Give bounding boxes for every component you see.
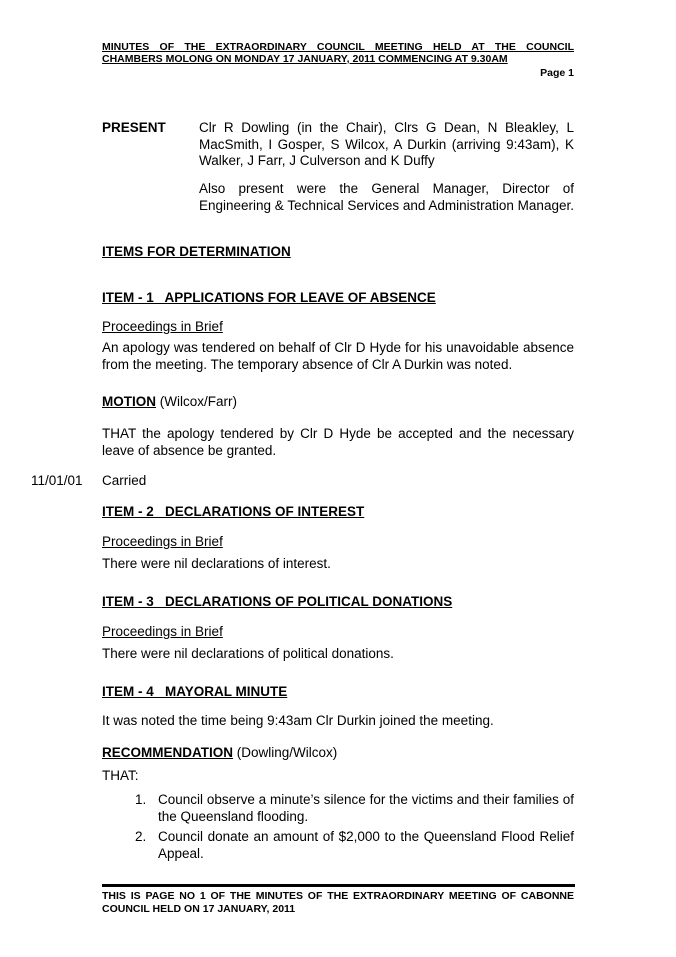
header-line-1: MINUTES OF THE EXTRAORDINARY COUNCIL MEETING HELD AT THE COUNCIL — [102, 41, 574, 53]
item-3-proceedings-label: Proceedings in Brief — [102, 624, 223, 639]
resolution-number: 11/01/01 — [31, 473, 83, 488]
list-item-number: 2. — [135, 829, 147, 844]
header-line-2: CHAMBERS MOLONG ON MONDAY 17 JANUARY, 2011 COMMENCING AT 9.30AM — [102, 53, 508, 65]
item-1-text: An apology was tendered on behalf of Clr D Hyde for his unavoidable absence from the meeting. The temporary absence of Clr A Durkin was noted. — [102, 340, 574, 372]
item-3-text: There were nil declarations of political donations. — [102, 646, 394, 661]
item-1-motion — [102, 394, 237, 411]
page-number: Page 1 — [540, 67, 574, 79]
item-4-that: THAT: — [102, 768, 139, 783]
item-1-outcome: Carried — [102, 473, 147, 488]
item-2-title: ITEM - 2 DECLARATIONS OF INTEREST — [102, 504, 365, 519]
item-4-text: It was noted the time being 9:43am Clr Durkin joined the meeting. — [102, 713, 494, 728]
item-4-recommendation — [102, 745, 337, 762]
item-1-proceedings-label: Proceedings in Brief — [102, 319, 223, 334]
item-3-title: ITEM - 3 DECLARATIONS OF POLITICAL DONATIONS — [102, 594, 453, 609]
motion-label: MOTION — [102, 394, 156, 409]
recommendation-label: RECOMMENDATION — [102, 745, 233, 760]
items-heading: ITEMS FOR DETERMINATION — [102, 244, 291, 259]
footer-text: THIS IS PAGE NO 1 OF THE MINUTES OF THE EXTRAORDINARY MEETING OF CABONNE COUNCIL HELD ON 17 JANUARY, 2011 — [102, 890, 574, 915]
present-attendees: Clr R Dowling (in the Chair), Clrs G Dean, N Bleakley, L MacSmith, I Gosper, S Wilcox, A Durkin (arriving 9:43am), K Walker, J Farr, J Culverson and K Duffy — [199, 120, 574, 168]
present-also: Also present were the General Manager, Director of Engineering & Technical Services and Administration Manager. — [199, 181, 574, 213]
motion-movers: (Wilcox/Farr) — [156, 394, 237, 409]
recommendation-movers: (Dowling/Wilcox) — [233, 745, 338, 760]
list-item: Council donate an amount of $2,000 to the Queensland Flood Relief Appeal. — [158, 829, 574, 861]
item-2-proceedings-label: Proceedings in Brief — [102, 534, 223, 549]
list-item-number: 1. — [135, 792, 147, 807]
item-1-motion-text: THAT the apology tendered by Clr D Hyde be accepted and the necessary leave of absence be granted. — [102, 426, 574, 458]
list-item: Council observe a minute’s silence for the victims and their families of the Queensland flooding. — [158, 792, 574, 824]
item-2-text: There were nil declarations of interest. — [102, 556, 331, 571]
item-4-title: ITEM - 4 MAYORAL MINUTE — [102, 684, 288, 699]
footer-divider — [102, 884, 575, 887]
item-1-title: ITEM - 1 APPLICATIONS FOR LEAVE OF ABSENCE — [102, 290, 436, 305]
present-label: PRESENT — [102, 120, 166, 135]
